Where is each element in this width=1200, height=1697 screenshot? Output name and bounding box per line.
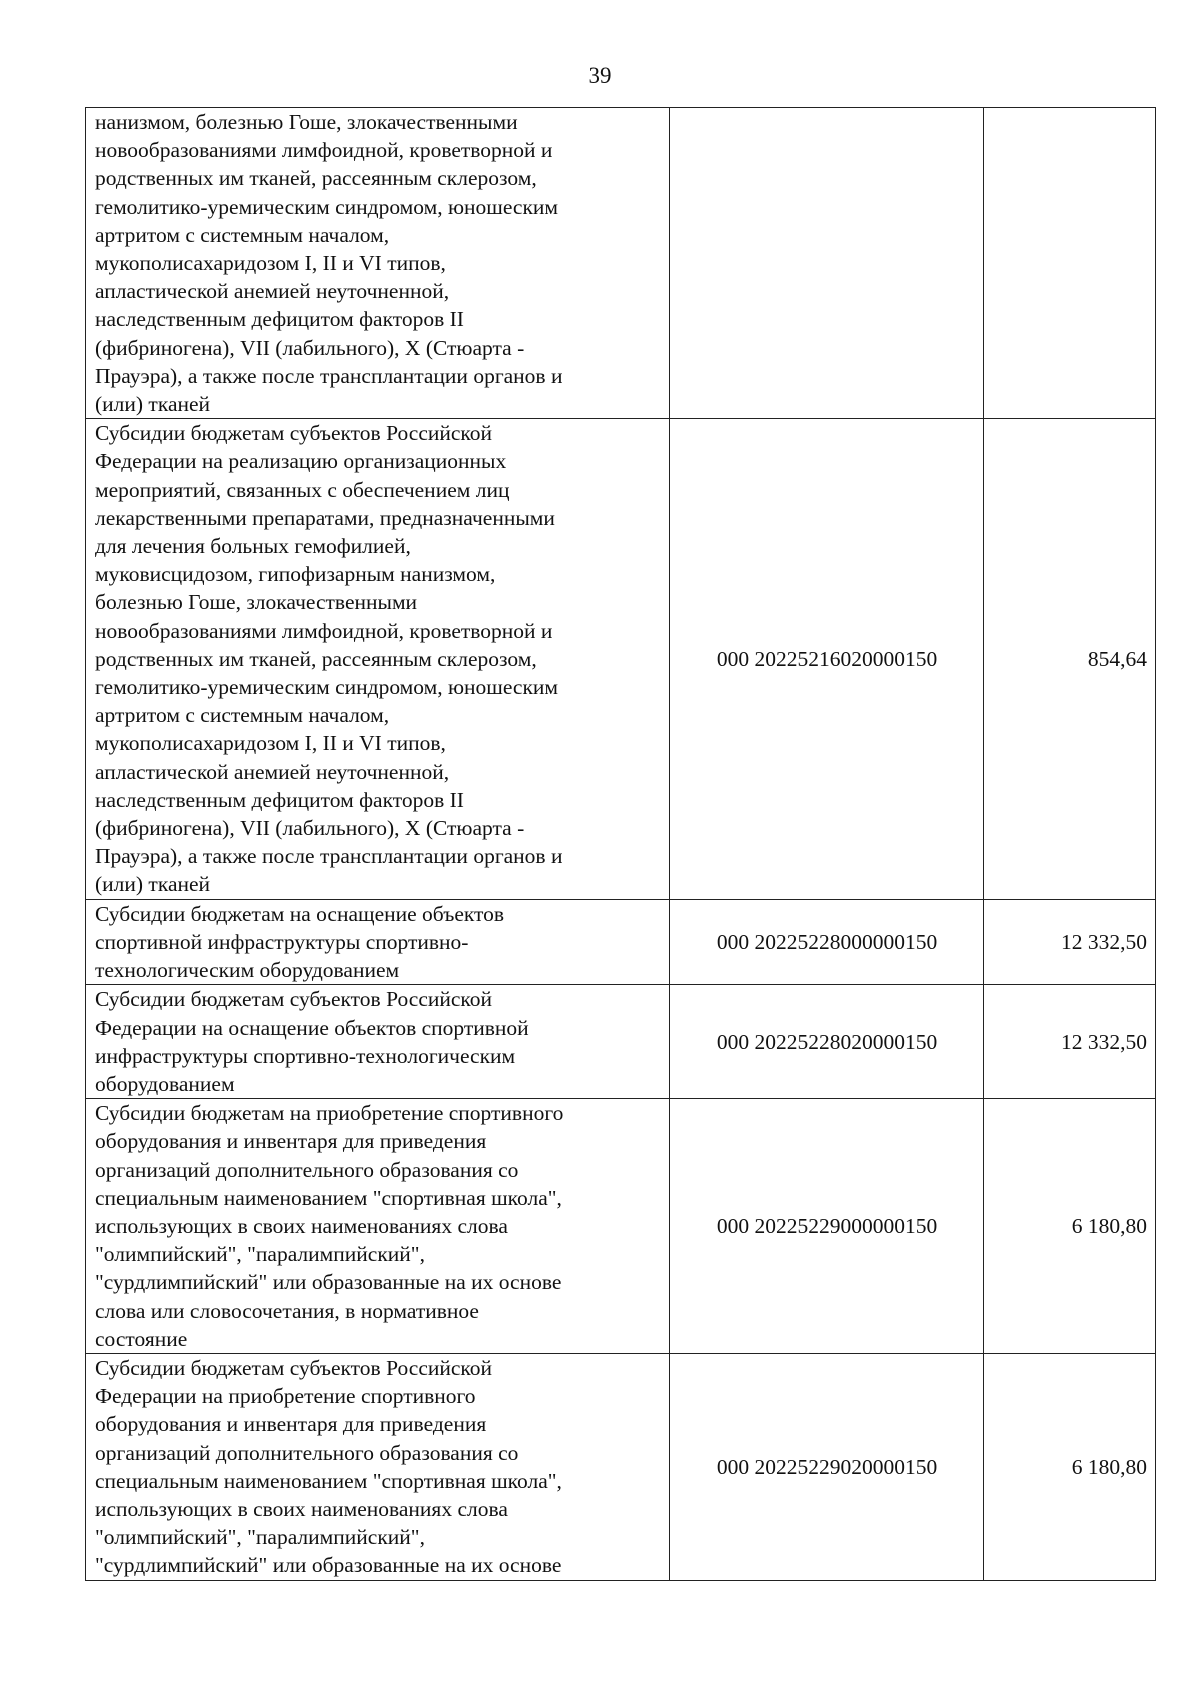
description-line: новообразованиями лимфоидной, кроветворной и <box>95 138 553 163</box>
description-line: мукополисахаридозом I, II и VI типов, <box>95 251 446 276</box>
description-line: Субсидии бюджетам субъектов Российской <box>95 1355 493 1380</box>
description-line: муковисцидозом, гипофизарным нанизмом, <box>95 562 496 587</box>
description-line: использующих в своих наименованиях слова <box>95 1496 508 1521</box>
description-line: Федерации на приобретение спортивного <box>95 1384 476 1409</box>
description-line: оборудования и инвентаря для приведения <box>95 1412 487 1437</box>
description-line: мероприятий, связанных с обеспечением лиц <box>95 477 510 502</box>
amount-cell: 12 332,50 <box>984 899 1156 985</box>
table-row <box>86 985 1156 1099</box>
code-cell: 000 20225229020000150 <box>670 1353 984 1580</box>
description-line: нанизмом, болезнью Гоше, злокачественными <box>95 110 518 134</box>
description-line: Федерации на реализацию организационных <box>95 449 507 474</box>
amount-cell: 6 180,80 <box>984 1353 1156 1580</box>
table-row <box>86 899 1156 985</box>
description-cell <box>86 419 670 899</box>
description-line: слова или словосочетания, в нормативное <box>95 1298 479 1323</box>
description-cell <box>86 1099 670 1354</box>
page-number: 39 <box>588 63 612 88</box>
description-line: оборудования и инвентаря для приведения <box>95 1129 487 1154</box>
description-line: (фибриногена), VII (лабильного), X (Стюарта - <box>95 816 525 841</box>
description-line: лекарственными препаратами, предназначенными <box>95 505 555 530</box>
description-line: организаций дополнительного образования со <box>95 1440 519 1465</box>
description-line: "сурдлимпийский" или образованные на их основе <box>95 1553 562 1578</box>
description-line: использующих в своих наименованиях слова <box>95 1213 508 1238</box>
description-line: болезнью Гоше, злокачественными <box>95 590 418 615</box>
description-line: гемолитико-уремическим синдромом, юношеским <box>95 675 559 700</box>
amount-cell: 6 180,80 <box>984 1099 1156 1354</box>
description-line: инфраструктуры спортивно-технологическим <box>95 1043 516 1068</box>
description-line: "сурдлимпийский" или образованные на их основе <box>95 1270 562 1295</box>
description-line: новообразованиями лимфоидной, кроветворной и <box>95 618 553 643</box>
amount-cell <box>984 108 1156 419</box>
budget-table-body <box>86 108 1156 1581</box>
description-line: Субсидии бюджетам на приобретение спортивного <box>95 1101 564 1126</box>
description-line: Субсидии бюджетам субъектов Российской <box>95 987 493 1012</box>
code-cell: 000 20225216020000150 <box>670 419 984 899</box>
code-cell <box>670 108 984 419</box>
description-line: (или) тканей <box>95 392 211 417</box>
description-line: состояние <box>95 1326 188 1351</box>
description-line: Федерации на оснащение объектов спортивной <box>95 1015 529 1040</box>
code-cell: 000 20225228000000150 <box>670 899 984 985</box>
description-cell <box>86 985 670 1099</box>
description-cell <box>86 108 670 419</box>
code-cell: 000 20225228020000150 <box>670 985 984 1099</box>
description-line: (или) тканей <box>95 872 211 897</box>
description-line: "олимпийский", "паралимпийский", <box>95 1242 425 1267</box>
description-line: наследственным дефицитом факторов II <box>95 787 464 812</box>
description-line: родственных им тканей, рассеянным склерозом, <box>95 646 537 671</box>
amount-cell: 12 332,50 <box>984 985 1156 1099</box>
description-line: "олимпийский", "паралимпийский", <box>95 1525 425 1550</box>
description-line: Прауэра), а также после трансплантации органов и <box>95 844 563 869</box>
description-line: для лечения больных гемофилией, <box>95 534 411 559</box>
description-line: технологическим оборудованием <box>95 958 400 983</box>
description-line: спортивной инфраструктуры спортивно- <box>95 929 469 954</box>
description-line: специальным наименованием "спортивная школа", <box>95 1185 562 1210</box>
description-line: Прауэра), а также после трансплантации органов и <box>95 363 563 388</box>
description-line: артритом с системным началом, <box>95 703 390 728</box>
table-row <box>86 1353 1156 1580</box>
table-row <box>86 419 1156 899</box>
description-line: родственных им тканей, рассеянным склерозом, <box>95 166 537 191</box>
description-line: организаций дополнительного образования со <box>95 1157 519 1182</box>
description-line: Субсидии бюджетам субъектов Российской <box>95 421 493 446</box>
amount-cell: 854,64 <box>984 419 1156 899</box>
description-line: наследственным дефицитом факторов II <box>95 307 464 332</box>
description-line: апластической анемией неуточненной, <box>95 759 450 784</box>
description-line: мукополисахаридозом I, II и VI типов, <box>95 731 446 756</box>
description-line: гемолитико-уремическим синдромом, юношеским <box>95 194 559 219</box>
budget-table <box>85 107 1156 1581</box>
table-row <box>86 1099 1156 1354</box>
description-cell <box>86 899 670 985</box>
description-line: (фибриногена), VII (лабильного), X (Стюарта - <box>95 335 525 360</box>
code-cell: 000 20225229000000150 <box>670 1099 984 1354</box>
description-line: апластической анемией неуточненной, <box>95 279 450 304</box>
description-line: артритом с системным началом, <box>95 222 390 247</box>
description-cell <box>86 1353 670 1580</box>
description-line: Субсидии бюджетам на оснащение объектов <box>95 901 505 926</box>
description-line: специальным наименованием "спортивная школа", <box>95 1468 562 1493</box>
description-line: оборудованием <box>95 1071 235 1096</box>
table-row <box>86 108 1156 419</box>
